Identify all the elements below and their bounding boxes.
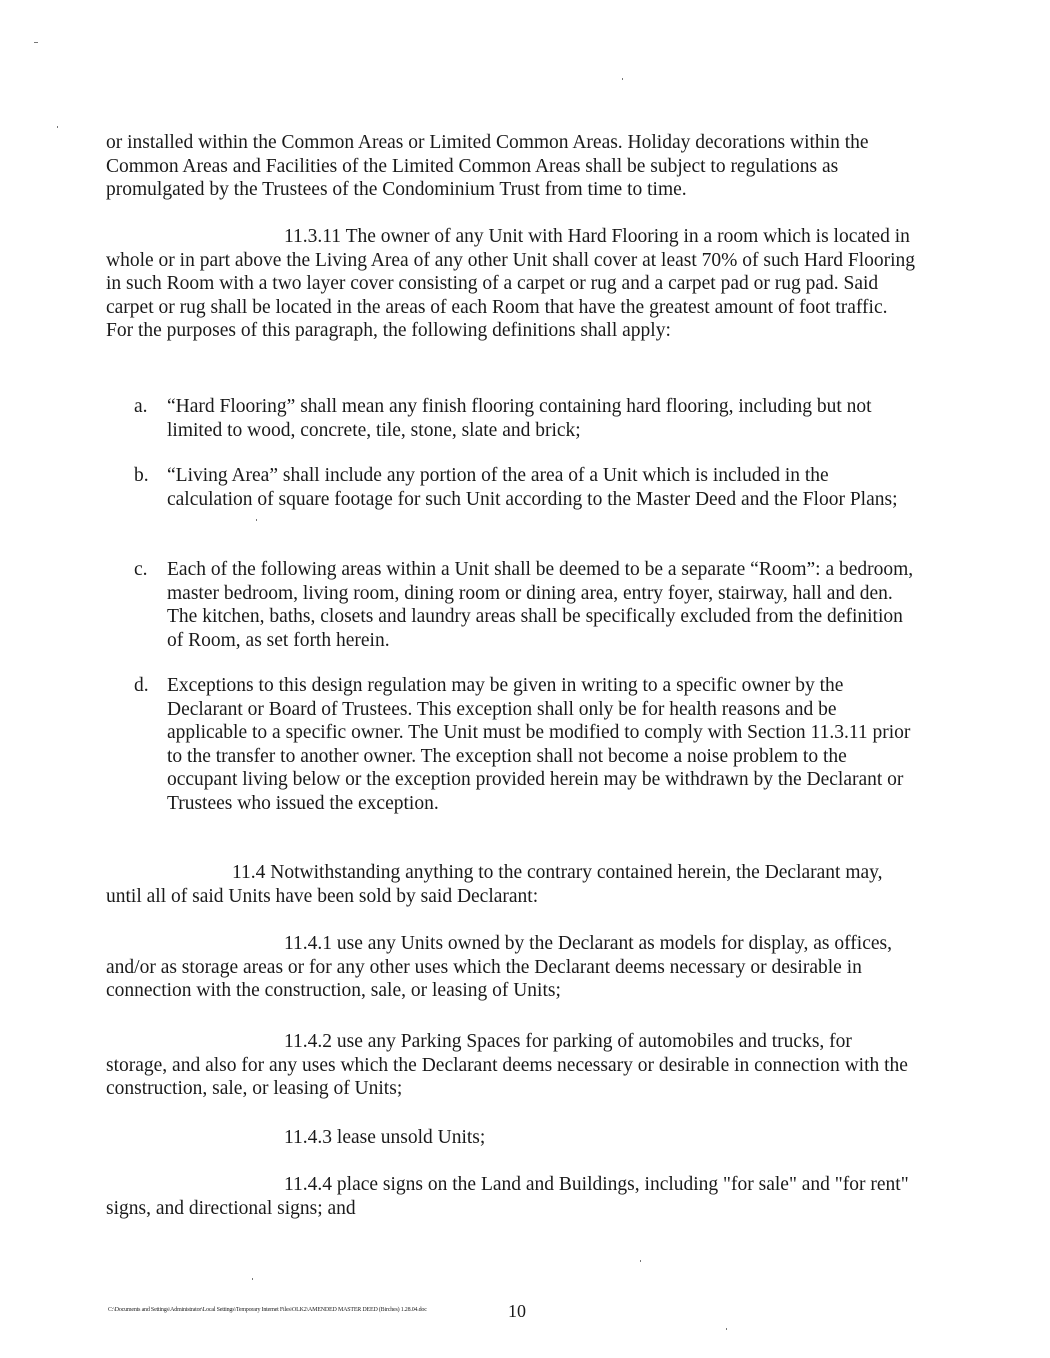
section-11-4-1-paragraph: 11.4.1 use any Units owned by the Declarant as models for display, as offices, and/or as storage areas or for any other uses which the Declarant deems necessary or desirable in connection with the construction, sale, or leasing of Units; xyxy=(106,933,892,1001)
section-11-4-4-paragraph: 11.4.4 place signs on the Land and Buildings, including "for sale" and "for rent" signs, and directional signs; and xyxy=(106,1174,909,1219)
scan-speck xyxy=(622,78,623,80)
list-marker: d. xyxy=(134,675,149,696)
definition-text: Each of the following areas within a Unit shall be deemed to be a separate “Room”: a bedroom, master bedroom, living room, dining room or dining area, entry foyer, stairway, hall and den. The kitchen, baths, closets and laundry areas shall be specifically excluded from the definition of Room, as set forth herein. xyxy=(167,559,914,651)
list-marker: c. xyxy=(134,559,148,580)
scan-speck xyxy=(726,1328,727,1330)
definition-text: Exceptions to this design regulation may be given in writing to a specific owner by the Declarant or Board of Trustees. This exception shall only be for health reasons and be applicable to a specific owner. The Unit must be modified to comply with Section 11.3.11 prior to the transfer to another owner. The exception shall not become a noise problem to the occupant living below or the exception provided herein may be withdrawn by the Declarant or Trustees who issued the exception. xyxy=(167,675,911,814)
definition-text: “Living Area” shall include any portion of the area of a Unit which is included in the calculation of square footage for such Unit according to the Master Deed and the Floor Plans; xyxy=(167,465,898,510)
page-number: 10 xyxy=(508,1301,526,1321)
definition-text: “Hard Flooring” shall mean any finish flooring containing hard flooring, including but not limited to wood, concrete, tile, stone, slate and brick; xyxy=(167,396,872,441)
continuation-paragraph: or installed within the Common Areas or Limited Common Areas. Holiday decorations within the Common Areas and Facilities of the Limited Common Areas shall be subject to regulations as promulgated by the Trustees of the Condominium Trust from time to time. xyxy=(106,132,869,200)
section-11-4-3-paragraph: 11.4.3 lease unsold Units; xyxy=(284,1127,486,1148)
section-11-4-2-paragraph: 11.4.2 use any Parking Spaces for parking of automobiles and trucks, for storage, and also for any uses which the Declarant deems necessary or desirable in connection with the construction, sale, or leasing of Units; xyxy=(106,1031,908,1099)
list-marker: a. xyxy=(134,396,148,417)
scan-speck xyxy=(252,1278,253,1280)
footer-file-path: C:\Documents and Settings\Administrator\Local Settings\Temporary Internet Files\OLK2\AMENDED MASTER DEED (Birches) 1.28.04.doc xyxy=(108,1307,427,1313)
list-marker: b. xyxy=(134,465,149,486)
section-11-4-paragraph: 11.4 Notwithstanding anything to the contrary contained herein, the Declarant may, until all of said Units have been sold by said Declarant: xyxy=(106,862,883,907)
scan-speck xyxy=(256,519,257,521)
section-11-3-11-paragraph: 11.3.11 The owner of any Unit with Hard Flooring in a room which is located in whole or in part above the Living Area of any other Unit shall cover at least 70% of such Hard Flooring in such Room with a two layer cover consisting of a carpet or rug and a carpet pad or rug pad. Said carpet or rug shall be located in the areas of each Room that have the greatest amount of foot traffic. For the purposes of this paragraph, the following definitions shall apply: xyxy=(106,226,916,341)
scan-speck xyxy=(34,42,38,43)
scan-speck xyxy=(57,126,58,128)
scan-speck xyxy=(640,1260,641,1262)
